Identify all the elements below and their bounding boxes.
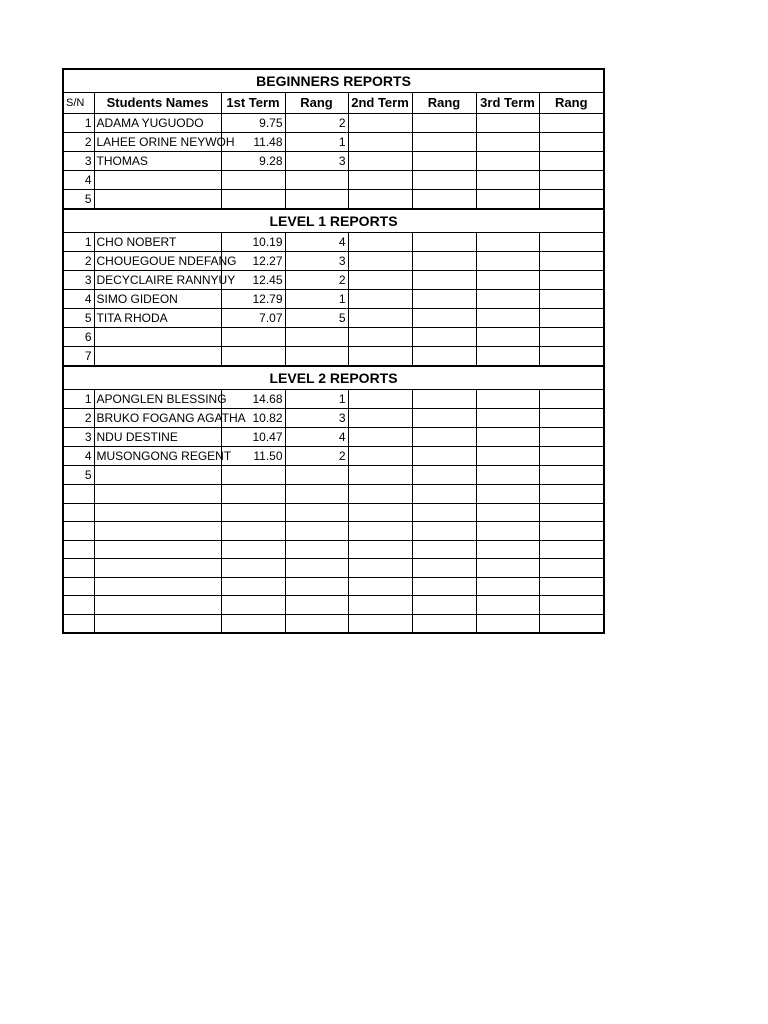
first-term-cell[interactable] (221, 559, 285, 578)
first-term-cell[interactable] (221, 540, 285, 559)
second-term-cell[interactable] (348, 466, 412, 485)
rang-3-cell[interactable] (539, 522, 604, 541)
section-title-row (63, 69, 604, 93)
rang-1-cell[interactable] (285, 466, 348, 485)
third-term-cell[interactable] (476, 190, 539, 210)
rang-3-cell[interactable] (539, 485, 604, 504)
section-title-row (63, 366, 604, 390)
table-row (63, 577, 604, 596)
second-term-cell[interactable] (348, 614, 412, 633)
second-term-cell[interactable] (348, 171, 412, 190)
table-row (63, 252, 604, 271)
sn-cell[interactable] (63, 522, 94, 541)
rang-1-cell[interactable] (285, 328, 348, 347)
sn-cell[interactable]: 2 (63, 133, 94, 152)
student-name-cell[interactable]: DECYCLAIRE RANNYUY (94, 271, 221, 290)
rang-3-cell[interactable] (539, 133, 604, 152)
rang-2-cell[interactable] (412, 577, 476, 596)
second-term-cell[interactable] (348, 328, 412, 347)
second-term-cell[interactable] (348, 133, 412, 152)
rang-1-cell[interactable]: 1 (285, 390, 348, 409)
table-row (63, 328, 604, 347)
student-name-cell[interactable] (94, 466, 221, 485)
second-term-cell[interactable] (348, 540, 412, 559)
sn-cell[interactable] (63, 503, 94, 522)
sn-cell[interactable]: 1 (63, 390, 94, 409)
second-term-cell[interactable] (348, 114, 412, 133)
sn-cell[interactable]: 7 (63, 347, 94, 367)
first-term-cell[interactable] (221, 522, 285, 541)
third-term-cell[interactable] (476, 252, 539, 271)
sn-cell[interactable] (63, 540, 94, 559)
first-term-header[interactable]: 1st Term (221, 93, 285, 114)
rang-2-cell[interactable] (412, 596, 476, 615)
rang-1-cell[interactable]: 3 (285, 152, 348, 171)
first-term-cell[interactable]: 9.28 (221, 152, 285, 171)
rang-3-cell[interactable] (539, 577, 604, 596)
third-term-cell[interactable] (476, 114, 539, 133)
rang-2-cell[interactable] (412, 540, 476, 559)
rang-1-cell[interactable] (285, 577, 348, 596)
rang-2-header[interactable]: Rang (412, 93, 476, 114)
rang-1-cell[interactable] (285, 503, 348, 522)
rang-3-header[interactable]: Rang (539, 93, 604, 114)
first-term-cell[interactable]: 7.07 (221, 309, 285, 328)
rang-2-cell[interactable] (412, 190, 476, 210)
rang-1-cell[interactable]: 3 (285, 409, 348, 428)
rang-2-cell[interactable] (412, 328, 476, 347)
sn-cell[interactable]: 4 (63, 447, 94, 466)
rang-2-cell[interactable] (412, 271, 476, 290)
table-row (63, 503, 604, 522)
rang-2-cell[interactable] (412, 522, 476, 541)
rang-2-cell[interactable] (412, 447, 476, 466)
student-name-cell[interactable] (94, 503, 221, 522)
rang-3-cell[interactable] (539, 114, 604, 133)
first-term-cell[interactable]: 11.48 (221, 133, 285, 152)
second-term-cell[interactable] (348, 522, 412, 541)
sn-cell[interactable]: 1 (63, 114, 94, 133)
rang-2-cell[interactable] (412, 233, 476, 252)
sn-cell[interactable]: 2 (63, 409, 94, 428)
rang-1-cell[interactable]: 1 (285, 133, 348, 152)
student-name-cell[interactable] (94, 347, 221, 367)
rang-2-cell[interactable] (412, 485, 476, 504)
rang-3-cell[interactable] (539, 233, 604, 252)
rang-1-cell[interactable]: 1 (285, 290, 348, 309)
rang-2-cell[interactable] (412, 614, 476, 633)
rang-3-cell[interactable] (539, 559, 604, 578)
table-row (63, 485, 604, 504)
third-term-cell[interactable] (476, 614, 539, 633)
third-term-cell[interactable] (476, 328, 539, 347)
second-term-cell[interactable] (348, 290, 412, 309)
student-name-cell[interactable] (94, 540, 221, 559)
rang-1-cell[interactable] (285, 596, 348, 615)
first-term-cell[interactable] (221, 171, 285, 190)
table-row (63, 171, 604, 190)
rang-3-cell[interactable] (539, 503, 604, 522)
reports-sheet (62, 68, 605, 634)
third-term-cell[interactable] (476, 485, 539, 504)
table-row (63, 233, 604, 252)
table-row (63, 559, 604, 578)
rang-3-cell[interactable] (539, 347, 604, 367)
rang-2-cell[interactable] (412, 133, 476, 152)
rang-3-cell[interactable] (539, 596, 604, 615)
second-term-header[interactable]: 2nd Term (348, 93, 412, 114)
rang-2-cell[interactable] (412, 309, 476, 328)
first-term-cell[interactable] (221, 596, 285, 615)
rang-1-cell[interactable]: 2 (285, 271, 348, 290)
rang-3-cell[interactable] (539, 309, 604, 328)
students-names-header[interactable]: Students Names (94, 93, 221, 114)
third-term-cell[interactable] (476, 271, 539, 290)
table-row (63, 428, 604, 447)
first-term-cell[interactable] (221, 614, 285, 633)
section-title[interactable]: LEVEL 2 REPORTS (63, 366, 604, 390)
rang-2-cell[interactable] (412, 559, 476, 578)
first-term-cell[interactable] (221, 328, 285, 347)
first-term-cell[interactable]: 10.19 (221, 233, 285, 252)
rang-1-cell[interactable]: 5 (285, 309, 348, 328)
third-term-cell[interactable] (476, 577, 539, 596)
rang-3-cell[interactable] (539, 190, 604, 210)
second-term-cell[interactable] (348, 233, 412, 252)
student-name-cell[interactable]: CHO NOBERT (94, 233, 221, 252)
sn-cell[interactable]: 4 (63, 290, 94, 309)
rang-1-cell[interactable]: 2 (285, 447, 348, 466)
third-term-cell[interactable] (476, 133, 539, 152)
rang-2-cell[interactable] (412, 252, 476, 271)
student-name-cell[interactable]: BRUKO FOGANG AGATHA (94, 409, 221, 428)
rang-1-cell[interactable] (285, 171, 348, 190)
rang-3-cell[interactable] (539, 428, 604, 447)
table-row (63, 309, 604, 328)
first-term-cell[interactable] (221, 485, 285, 504)
student-name-cell[interactable]: CHOUEGOUE NDEFANG (94, 252, 221, 271)
student-name-cell[interactable] (94, 559, 221, 578)
rang-1-cell[interactable] (285, 190, 348, 210)
rang-2-cell[interactable] (412, 347, 476, 367)
table-row (63, 133, 604, 152)
rang-3-cell[interactable] (539, 271, 604, 290)
rang-1-cell[interactable]: 3 (285, 252, 348, 271)
first-term-cell[interactable]: 11.50 (221, 447, 285, 466)
third-term-cell[interactable] (476, 409, 539, 428)
sn-cell[interactable]: 4 (63, 171, 94, 190)
section-title[interactable]: LEVEL 1 REPORTS (63, 209, 604, 233)
student-name-cell[interactable]: SIMO GIDEON (94, 290, 221, 309)
third-term-cell[interactable] (476, 559, 539, 578)
sn-cell[interactable]: 3 (63, 271, 94, 290)
first-term-cell[interactable]: 12.45 (221, 271, 285, 290)
second-term-cell[interactable] (348, 347, 412, 367)
second-term-cell[interactable] (348, 577, 412, 596)
first-term-cell[interactable] (221, 190, 285, 210)
sn-cell[interactable] (63, 577, 94, 596)
student-name-cell[interactable] (94, 328, 221, 347)
first-term-cell[interactable] (221, 577, 285, 596)
third-term-header[interactable]: 3rd Term (476, 93, 539, 114)
sn-cell[interactable]: 2 (63, 252, 94, 271)
student-name-cell[interactable]: MUSONGONG REGENT (94, 447, 221, 466)
student-name-cell[interactable]: NDU DESTINE (94, 428, 221, 447)
second-term-cell[interactable] (348, 559, 412, 578)
third-term-cell[interactable] (476, 596, 539, 615)
table-row (63, 522, 604, 541)
sn-cell[interactable]: 3 (63, 428, 94, 447)
third-term-cell[interactable] (476, 466, 539, 485)
rang-1-cell[interactable] (285, 614, 348, 633)
student-name-cell[interactable]: LAHEE ORINE NEYWOH (94, 133, 221, 152)
table-row (63, 190, 604, 210)
rang-3-cell[interactable] (539, 252, 604, 271)
second-term-cell[interactable] (348, 485, 412, 504)
rang-2-cell[interactable] (412, 171, 476, 190)
table-row (63, 390, 604, 409)
second-term-cell[interactable] (348, 309, 412, 328)
sn-header[interactable]: S/N (63, 93, 94, 114)
third-term-cell[interactable] (476, 171, 539, 190)
rang-3-cell[interactable] (539, 171, 604, 190)
student-name-cell[interactable] (94, 596, 221, 615)
table-row (63, 614, 604, 633)
second-term-cell[interactable] (348, 596, 412, 615)
rang-1-cell[interactable] (285, 485, 348, 504)
rang-3-cell[interactable] (539, 540, 604, 559)
rang-1-cell[interactable]: 4 (285, 233, 348, 252)
third-term-cell[interactable] (476, 290, 539, 309)
third-term-cell[interactable] (476, 152, 539, 171)
table-row (63, 447, 604, 466)
third-term-cell[interactable] (476, 540, 539, 559)
rang-2-cell[interactable] (412, 428, 476, 447)
first-term-cell[interactable]: 9.75 (221, 114, 285, 133)
second-term-cell[interactable] (348, 271, 412, 290)
table-row (63, 152, 604, 171)
section-title-row (63, 209, 604, 233)
third-term-cell[interactable] (476, 522, 539, 541)
student-name-cell[interactable] (94, 190, 221, 210)
rang-3-cell[interactable] (539, 466, 604, 485)
rang-3-cell[interactable] (539, 290, 604, 309)
rang-3-cell[interactable] (539, 390, 604, 409)
sn-cell[interactable]: 1 (63, 233, 94, 252)
rang-1-cell[interactable] (285, 347, 348, 367)
third-term-cell[interactable] (476, 428, 539, 447)
rang-2-cell[interactable] (412, 290, 476, 309)
student-name-cell[interactable]: APONGLEN BLESSING (94, 390, 221, 409)
first-term-cell[interactable] (221, 466, 285, 485)
rang-1-cell[interactable] (285, 540, 348, 559)
sn-cell[interactable] (63, 485, 94, 504)
student-name-cell[interactable]: TITA RHODA (94, 309, 221, 328)
rang-3-cell[interactable] (539, 409, 604, 428)
rang-3-cell[interactable] (539, 447, 604, 466)
student-name-cell[interactable] (94, 171, 221, 190)
first-term-cell[interactable]: 10.82 (221, 409, 285, 428)
rang-1-header[interactable]: Rang (285, 93, 348, 114)
rang-1-cell[interactable]: 2 (285, 114, 348, 133)
table-row (63, 114, 604, 133)
third-term-cell[interactable] (476, 233, 539, 252)
second-term-cell[interactable] (348, 503, 412, 522)
third-term-cell[interactable] (476, 309, 539, 328)
sheet-body (63, 69, 604, 633)
first-term-cell[interactable]: 12.79 (221, 290, 285, 309)
first-term-cell[interactable]: 10.47 (221, 428, 285, 447)
second-term-cell[interactable] (348, 190, 412, 210)
rang-3-cell[interactable] (539, 152, 604, 171)
rang-3-cell[interactable] (539, 328, 604, 347)
rang-2-cell[interactable] (412, 152, 476, 171)
third-term-cell[interactable] (476, 503, 539, 522)
rang-2-cell[interactable] (412, 409, 476, 428)
table-row (63, 271, 604, 290)
first-term-cell[interactable] (221, 347, 285, 367)
first-term-cell[interactable] (221, 503, 285, 522)
student-name-cell[interactable]: ADAMA YUGUODO (94, 114, 221, 133)
sn-cell[interactable]: 3 (63, 152, 94, 171)
student-name-cell[interactable]: THOMAS (94, 152, 221, 171)
table-row (63, 466, 604, 485)
student-name-cell[interactable] (94, 485, 221, 504)
rang-1-cell[interactable] (285, 559, 348, 578)
table-row (63, 409, 604, 428)
sn-cell[interactable]: 5 (63, 190, 94, 210)
second-term-cell[interactable] (348, 428, 412, 447)
student-name-cell[interactable] (94, 614, 221, 633)
table-row (63, 347, 604, 367)
sn-cell[interactable]: 5 (63, 309, 94, 328)
sn-cell[interactable]: 6 (63, 328, 94, 347)
first-term-cell[interactable]: 12.27 (221, 252, 285, 271)
third-term-cell[interactable] (476, 390, 539, 409)
rang-1-cell[interactable] (285, 522, 348, 541)
second-term-cell[interactable] (348, 252, 412, 271)
second-term-cell[interactable] (348, 447, 412, 466)
sn-cell[interactable] (63, 559, 94, 578)
sn-cell[interactable] (63, 596, 94, 615)
column-header-row (63, 93, 604, 114)
rang-2-cell[interactable] (412, 390, 476, 409)
rang-2-cell[interactable] (412, 503, 476, 522)
second-term-cell[interactable] (348, 152, 412, 171)
sn-cell[interactable]: 5 (63, 466, 94, 485)
rang-3-cell[interactable] (539, 614, 604, 633)
rang-2-cell[interactable] (412, 114, 476, 133)
section-title[interactable]: BEGINNERS REPORTS (63, 69, 604, 93)
table-row (63, 290, 604, 309)
third-term-cell[interactable] (476, 347, 539, 367)
table-row (63, 540, 604, 559)
student-name-cell[interactable] (94, 522, 221, 541)
sn-cell[interactable] (63, 614, 94, 633)
student-name-cell[interactable] (94, 577, 221, 596)
third-term-cell[interactable] (476, 447, 539, 466)
table-row (63, 596, 604, 615)
first-term-cell[interactable]: 14.68 (221, 390, 285, 409)
rang-1-cell[interactable]: 4 (285, 428, 348, 447)
rang-2-cell[interactable] (412, 466, 476, 485)
second-term-cell[interactable] (348, 390, 412, 409)
second-term-cell[interactable] (348, 409, 412, 428)
